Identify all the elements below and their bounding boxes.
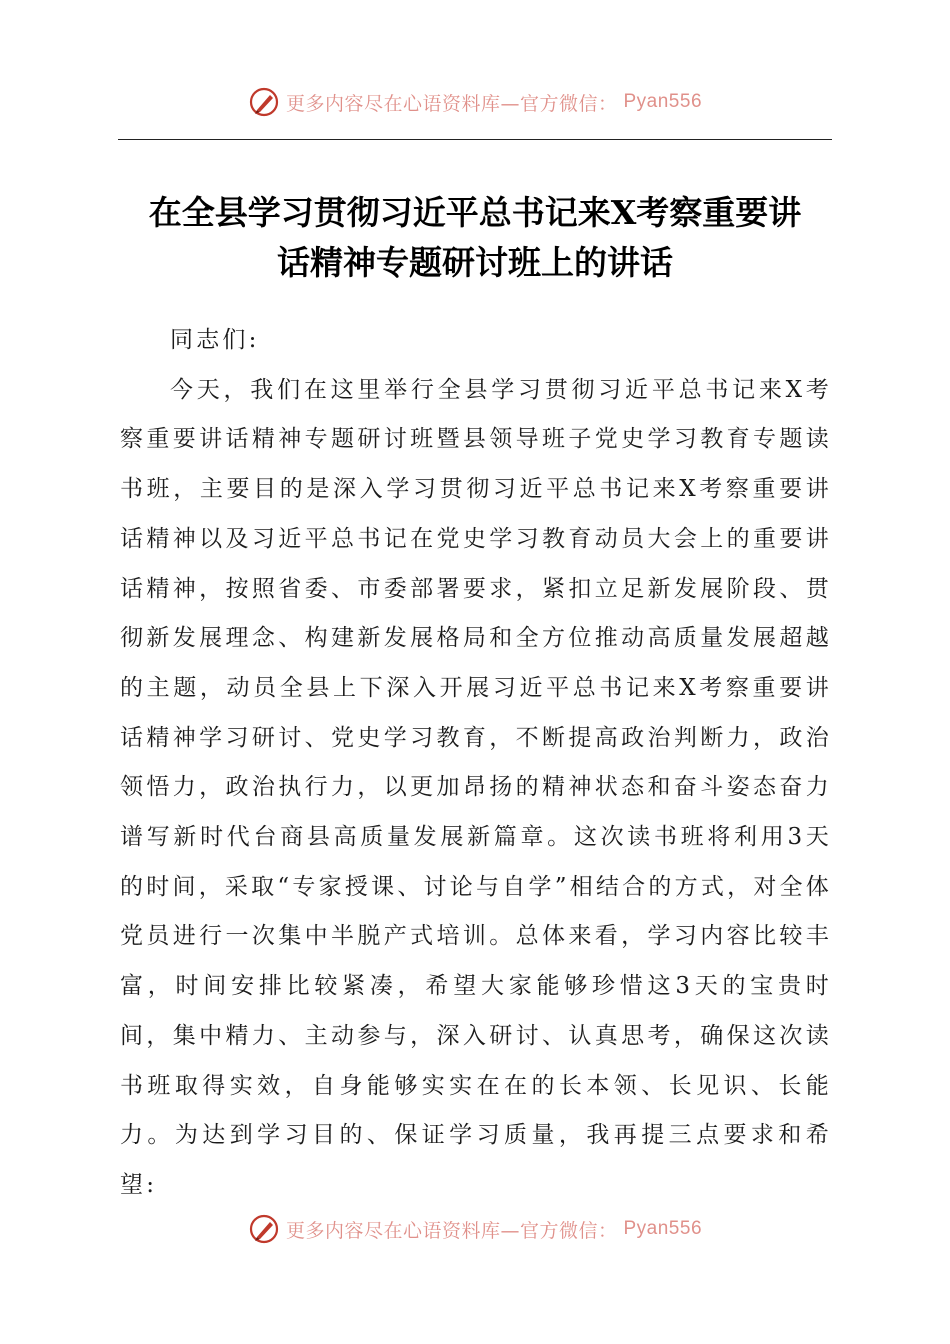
title-line-2: 话精神专题研讨班上的讲话 <box>277 243 673 282</box>
title-line-1: 在全县学习贯彻习近平总书记来X考察重要讲 <box>148 193 802 232</box>
watermark-text: 更多内容尽在心语资料库—官方微信： <box>285 1219 618 1242</box>
pen-logo-icon <box>248 1213 280 1245</box>
footer-watermark <box>0 1213 950 1245</box>
document-body <box>120 316 832 1211</box>
watermark-text: 更多内容尽在心语资料库—官方微信： <box>285 92 618 115</box>
header-divider <box>118 139 832 140</box>
watermark-handle: Pyan556 <box>623 91 703 112</box>
document-title <box>110 188 840 288</box>
greeting: 同志们: <box>170 327 260 353</box>
paragraph-1: 今天，我们在这里举行全县学习贯彻习近平总书记来X考察重要讲话精神专题研讨班暨县领导班子党史学习教育专题读书班，主要目的是深入学习贯彻习近平总书记来X考察重要讲话精神以及习近平总书记在党史学习教育动员大会上的重要讲话精神，按照省委、市委部署要求，紧扣立足新发展阶段、贯彻新发展理念、构建新发展格局和全方位推动高质量发展超越的主题，动员全县上下深入开展习近平总书记来X考察重要讲话精神学习研讨、党史学习教育，不断提高政治判断力，政治领悟力，政治执行力，以更加昂扬的精神状态和奋斗姿态奋力谱写新时代台商县高质量发展新篇章。这次读书班将利用3天的时间，采取“专家授课、讨论与自学”相结合的方式，对全体党员进行一次集中半脱产式培训。总体来看，学习内容比较丰富，时间安排比较紧凑，希望大家能够珍惜这3天的宝贵时间，集中精力、主动参与，深入研讨、认真思考，确保这次读书班取得实效，自身能够实实在在的长本领、长见识、长能力。为达到学习目的、保证学习质量，我再提三点要求和希望: <box>120 376 832 1198</box>
watermark-handle: Pyan556 <box>623 1218 703 1239</box>
header-watermark <box>0 86 950 118</box>
pen-logo-icon <box>248 86 280 118</box>
